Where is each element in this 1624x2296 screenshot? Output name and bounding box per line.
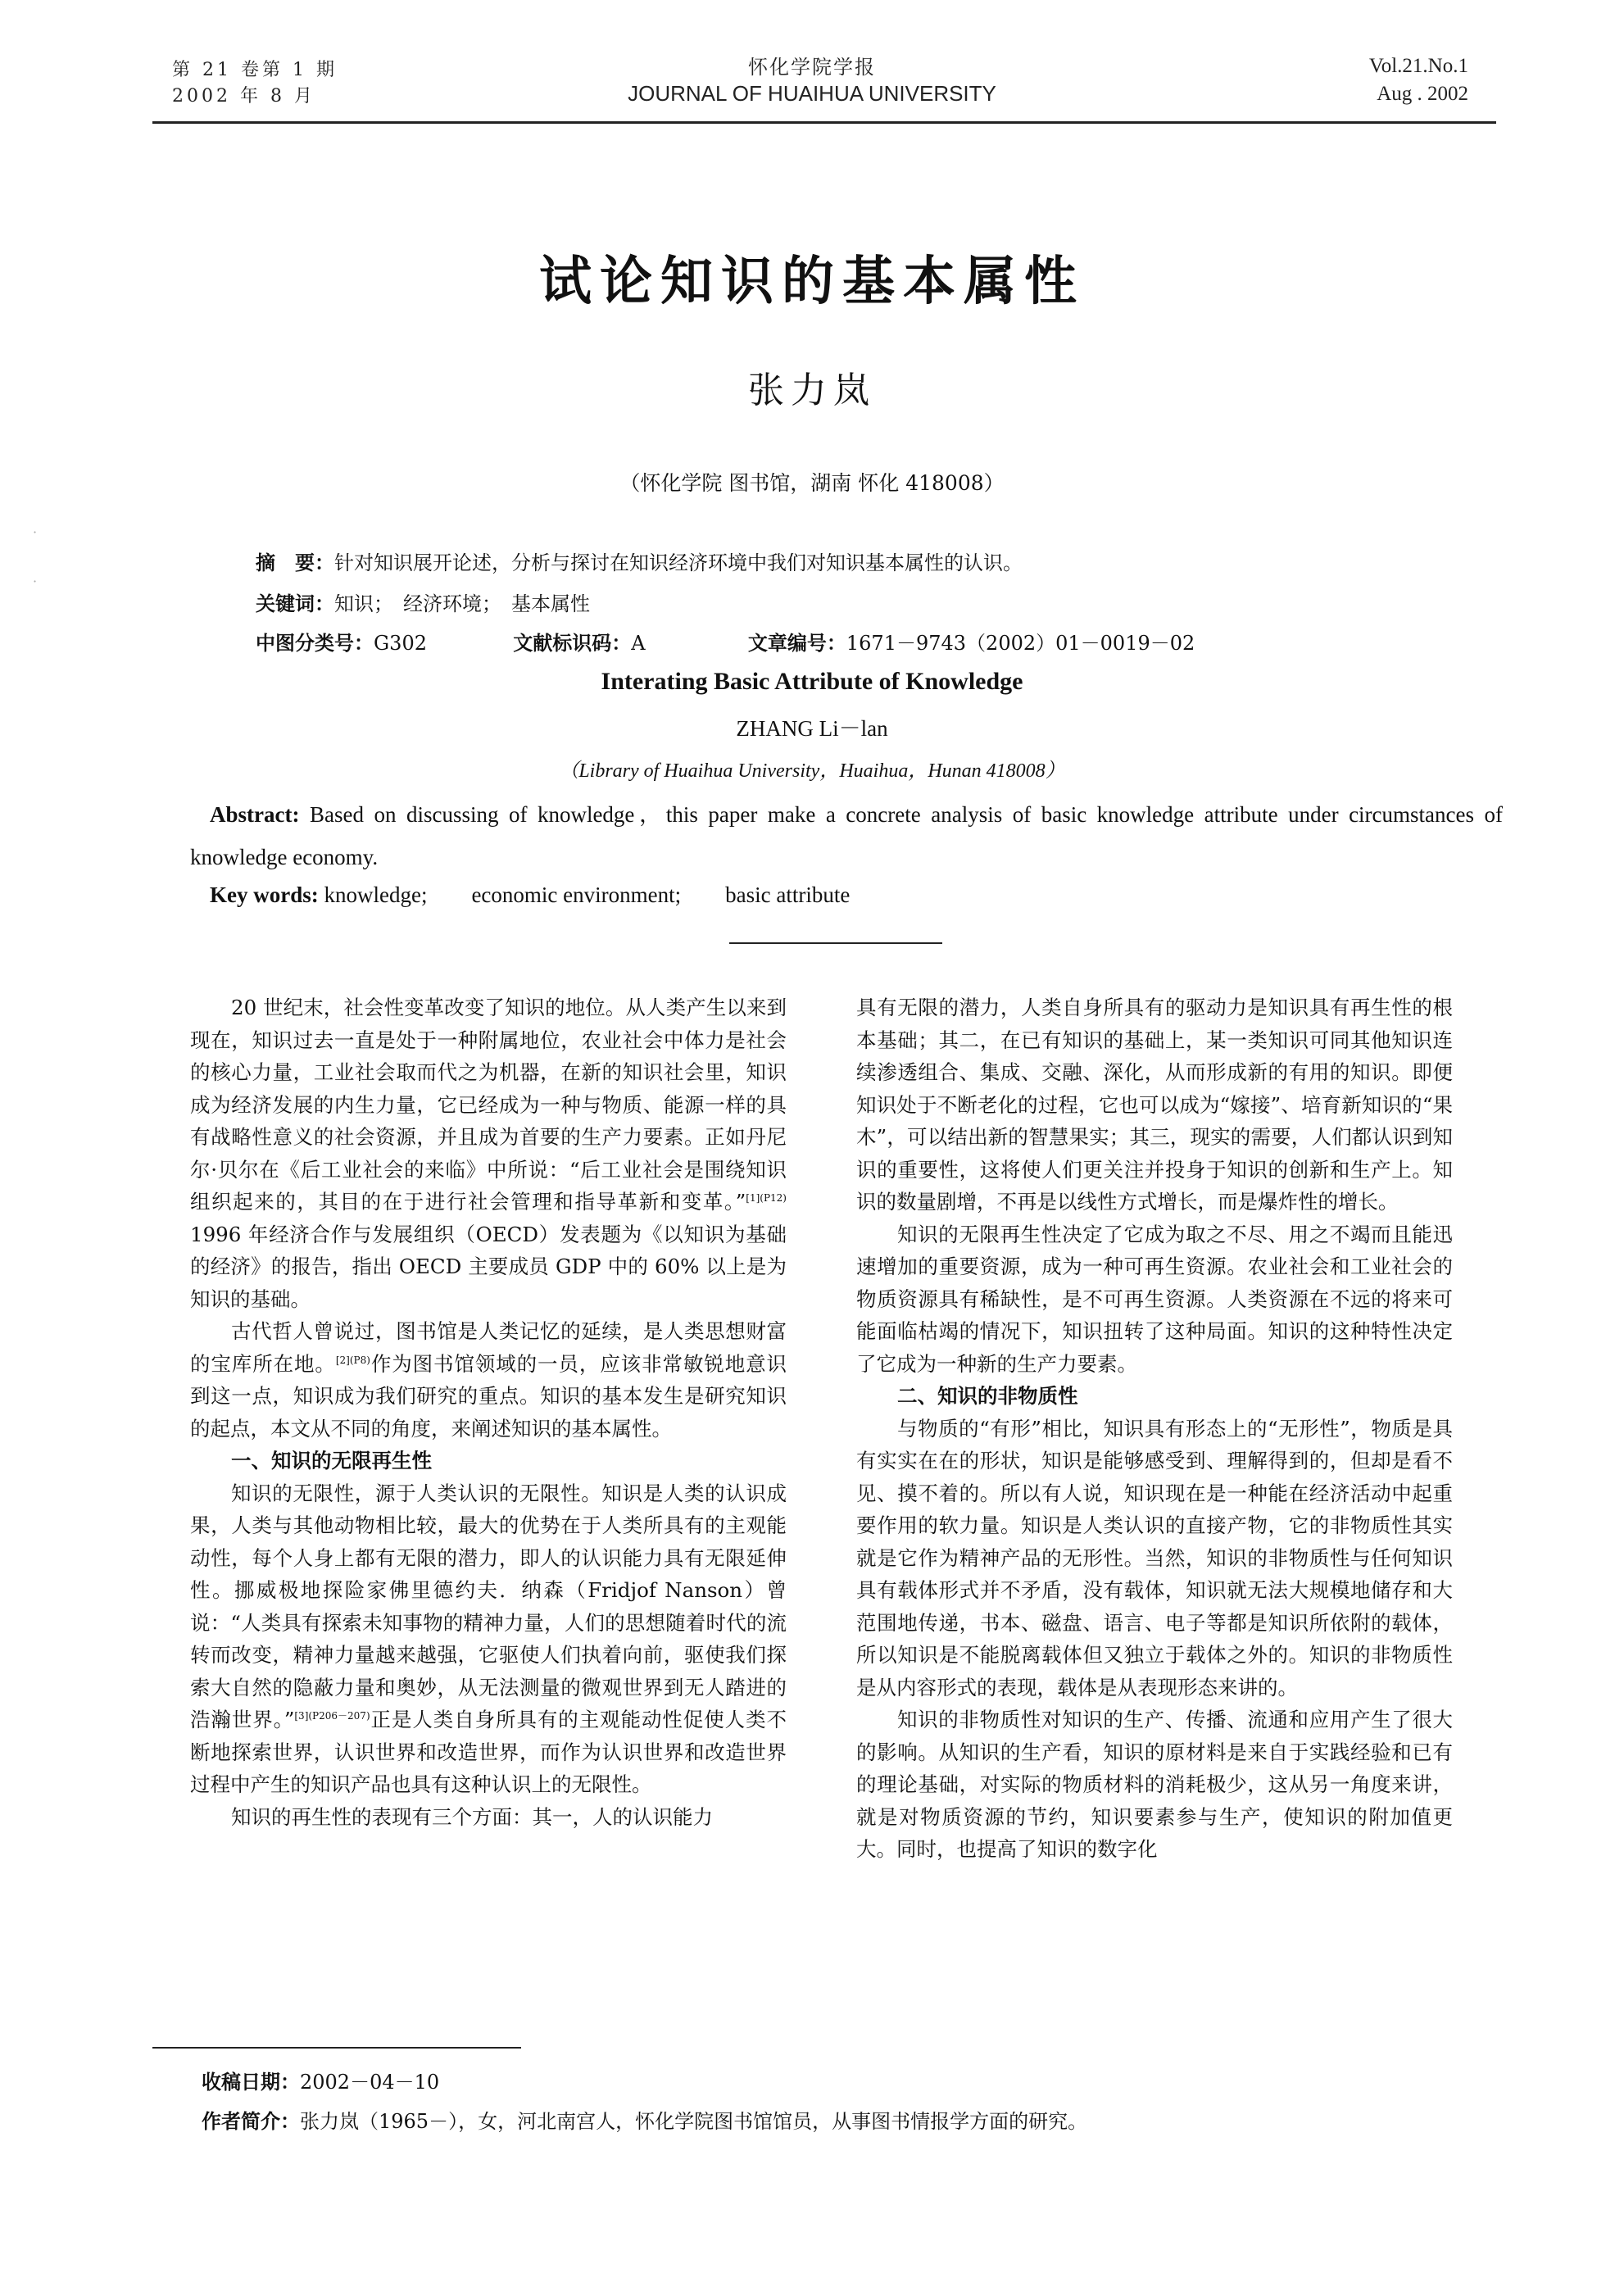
paragraph: 知识的非物质性对知识的生产、传播、流通和应用产生了很大的影响。从知识的生产看，知识的原材料是来自于实践经验和已有的理论基础，对实际的物质材料的消耗极少，这从另一角度来讲，就是对物质资源的节约，知识要素参与生产，使知识的附加值更大。同时，也提高了知识的数字化: [856, 1708, 1453, 1861]
clc-value: G302: [374, 632, 427, 655]
keywords-text: 知识； 经济环境； 基本属性: [334, 592, 590, 615]
volume-en: Vol.21.No.1: [1368, 55, 1468, 77]
citation-ref: [3](P206－207): [294, 1709, 370, 1722]
english-title: Interating Basic Attribute of Knowledge: [601, 668, 1023, 695]
section-separator: [729, 942, 942, 944]
header-rule: [152, 121, 1496, 124]
doc-code-value: A: [631, 632, 646, 655]
received-label: 收稿日期：: [202, 2071, 300, 2094]
body-column-left: [190, 991, 787, 1833]
clc-label: 中图分类号：: [256, 632, 374, 655]
english-keywords-label: Key words:: [210, 883, 319, 907]
abstract-text: 针对知识展开论述，分析与探讨在知识经济环境中我们对知识基本属性的认识。: [334, 551, 1023, 574]
article-no-label: 文章编号：: [747, 632, 846, 655]
paragraph: 具有无限的潜力，人类自身所具有的驱动力是知识具有再生性的根本基础；其二，在已有知识的基础上，某一类知识可同其他知识连续渗透组合、集成、交融、深化，从而形成新的有用的知识。即便知识处于不断老化的过程，它也可以成为“嫁接”、培育新知识的“果木”，可以结出新的智慧果实；其三，现实的需要，人们都认识到知识的重要性，这将使人们更关注并投身于知识的创新和生产上。知识的数量剧增，不再是以线性方式增长，而是爆炸性的增长。: [856, 996, 1453, 1214]
volume-cn: 第 21 卷第 1 期: [172, 60, 338, 80]
author-bio: [202, 2108, 1087, 2135]
body-column-right: [856, 991, 1453, 1866]
scan-artifact: ·: [33, 574, 38, 589]
journal-name-en: JOURNAL OF HUAIHUA UNIVERSITY: [628, 81, 996, 106]
english-keywords-text: knowledge; economic environment; basic attribute: [324, 883, 851, 907]
keywords-cn: [256, 590, 590, 618]
english-keywords: [210, 877, 850, 909]
received-value: 2002－04－10: [300, 2071, 440, 2094]
bio-text: 张力岚（1965－），女，河北南宫人，怀化学院图书馆馆员，从事图书情报学方面的研究。: [300, 2110, 1088, 2133]
english-abstract-text: Based on discussing of knowledge，this paper make a concrete analysis of basic knowledge attribute under circumstances of knowledge economy.: [190, 802, 1503, 869]
citation-ref: [2](P8): [335, 1354, 370, 1366]
scan-artifact: ·: [33, 524, 38, 540]
footnote-rule: [152, 2047, 521, 2049]
paragraph: 知识的再生性的表现有三个方面：其一，人的认识能力: [231, 1804, 713, 1829]
section-heading: 二、知识的非物质性: [897, 1384, 1078, 1408]
section-heading: 一、知识的无限再生性: [231, 1449, 432, 1472]
paragraph: 古代哲人曾说过，图书馆是人类记忆的延续，是人类思想财富的宝库所在地。$^{[2](P8)}$作为图书馆领域的一员，应该非常敏锐地意识到这一点，知识成为我们研究的重点。知识的基本发生是研究知识的起点，本文从不同的角度，来阐述知识的基本属性。: [190, 1319, 787, 1441]
paragraph: 知识的无限再生性决定了它成为取之不尽、用之不竭而且能迅速增加的重要资源，成为一种可再生资源。农业社会和工业社会的物质资源具有稀缺性，是不可再生资源。人类资源在不远的将来可能面临枯竭的情况下，知识扭转了这种局面。知识的这种特性决定了它成为一种新的生产力要素。: [856, 1222, 1453, 1376]
english-abstract: [190, 793, 1503, 878]
abstract-label: 摘 要：: [256, 551, 334, 574]
english-affiliation: （Library of Huaihua University，Huaihua，Hunan 418008）: [559, 760, 1065, 782]
bio-label: 作者简介：: [202, 2110, 300, 2133]
keywords-label: 关键词：: [256, 592, 334, 615]
paragraph: 20 世纪末，社会性变革改变了知识的地位。从人类产生以来到现在，知识过去一直是处于一种附属地位，农业社会中体力是社会的核心力量，工业社会取而代之为机器，在新的知识社会里，知识成为经济发展的内生力量，它已经成为一种与物质、能源一样的具有战略性意义的社会资源，并且成为首要的生产力要素。正如丹尼尔·贝尔在《后工业社会的来临》中所说：“后工业社会是围绕知识组织起来的，其目的在于进行社会管理和指导革新和变革。”$^{[1](P12)}$ 1996 年经济合作与发展组织（OECD）发表题为《以知识为基础的经济》的报告，指出 OECD 主要成员 GDP 中的 60% 以上是为知识的基础。: [190, 996, 787, 1311]
received-date: [202, 2068, 439, 2096]
english-abstract-label: Abstract:: [210, 802, 300, 827]
classification-line: [256, 629, 1195, 657]
issue-info-en: [1369, 52, 1468, 108]
english-author: ZHANG Li－lan: [736, 716, 888, 741]
abstract-cn: [256, 549, 1023, 577]
date-en: Aug . 2002: [1377, 83, 1468, 105]
date-cn: 2002 年 8 月: [172, 86, 315, 107]
article-title: 试论知识的基本属性: [539, 252, 1085, 312]
doc-code-label: 文献标识码：: [513, 632, 632, 655]
paragraph: 知识的无限性，源于人类认识的无限性。知识是人类的认识成果，人类与其他动物相比较，最大的优势在于人类所具有的主观能动性，每个人身上都有无限的潜力，即人的认识能力具有无限延伸性。挪威极地探险家佛里德约夫．纳森（Fridjof Nanson）曾说：“人类具有探索未知事物的精神力量，人们的思想随着时代的流转而改变，精神力量越来越强，它驱使人们执着向前，驱使我们探索大自然的隐蔽力量和奥妙，从无法测量的微观世界到无人踏进的浩瀚世界。”$^{[3](P206-207)}$正是人类自身所具有的主观能动性促使人类不断地探索世界，认识世界和改造世界，而作为认识世界和改造世界过程中产生的知识产品也具有这种认识上的无限性。: [190, 1481, 787, 1796]
paragraph: 与物质的“有形”相比，知识具有形态上的“无形性”，物质是具有实实在在的形状，知识是能够感受到、理解得到的，但却是看不见、摸不着的。所以有人说，知识现在是一种能在经济活动中起重要作用的软力量。知识是人类认识的直接产物，它的非物质性其实就是它作为精神产品的无形性。当然，知识的非物质性与任何知识具有载体形式并不矛盾，没有载体，知识就无法大规模地储存和大范围地传递，书本、磁盘、语言、电子等都是知识所依附的载体，所以知识是不能脱离载体但又独立于载体之外的。知识的非物质性是从内容形式的表现，载体是从表现形态来讲的。: [856, 1416, 1453, 1699]
journal-name-cn: 怀化学院学报: [748, 56, 876, 79]
citation-ref: [1](P12): [746, 1191, 787, 1204]
article-author: 张力岚: [748, 370, 876, 411]
author-affiliation: （怀化学院 图书馆，湖南 怀化 418008）: [619, 471, 1005, 495]
article-no-value: 1671－9743（2002）01－0019－02: [846, 632, 1195, 655]
